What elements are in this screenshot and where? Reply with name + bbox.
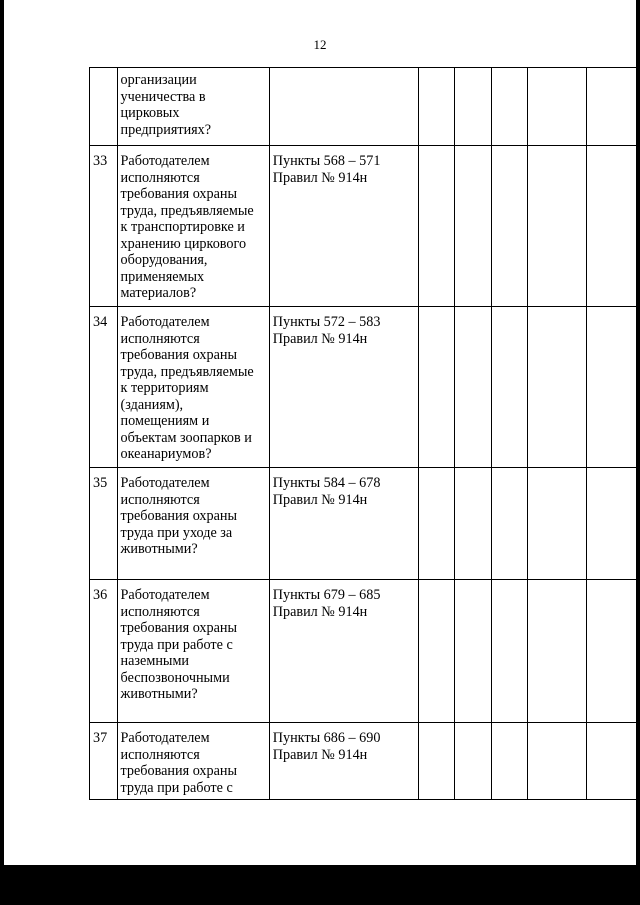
table-row <box>90 723 640 800</box>
question-line: к транспортировке и <box>120 219 245 235</box>
question-line: требования охраны <box>120 508 238 524</box>
answer-cell-yes[interactable] <box>418 723 454 800</box>
question-line: животными? <box>120 541 198 557</box>
question-line: требования охраны <box>120 763 238 779</box>
answer-cell-no[interactable] <box>454 468 491 580</box>
reference-cell <box>269 723 418 800</box>
reference-line: Пункты 568 – 571 <box>272 153 381 169</box>
question-line: животными? <box>120 686 198 702</box>
row-number-cell: 35 <box>90 468 118 580</box>
extra-cell[interactable] <box>586 68 639 146</box>
question-line: беспозвоночными <box>120 669 230 686</box>
question-line: хранению циркового <box>120 235 247 252</box>
reference-line: Правил № 914н <box>272 603 368 620</box>
question-cell <box>117 146 269 307</box>
table-row <box>90 468 640 580</box>
question-line: труда, предъявляемые <box>120 202 254 219</box>
extra-cell[interactable] <box>586 307 639 468</box>
question-line: океанариумов? <box>120 446 212 462</box>
reference-line: Пункты 679 – 685 <box>272 587 381 603</box>
answer-cell-no[interactable] <box>454 580 491 723</box>
question-line: предприятиях? <box>120 121 212 138</box>
notes-cell[interactable] <box>528 307 587 468</box>
notes-cell[interactable] <box>528 580 587 723</box>
reference-line: Правил № 914н <box>272 330 368 347</box>
notes-cell[interactable] <box>528 68 587 146</box>
question-line: исполняются <box>120 491 200 508</box>
extra-cell[interactable] <box>586 146 639 307</box>
row-number-cell: 36 <box>90 580 118 723</box>
question-line: Работодателем <box>120 587 210 603</box>
reference-cell <box>269 468 418 580</box>
reference-cell <box>269 580 418 723</box>
question-line: организации <box>120 72 197 88</box>
row-number-cell: 34 <box>90 307 118 468</box>
notes-cell[interactable] <box>528 146 587 307</box>
table-row <box>90 146 640 307</box>
answer-cell-yes[interactable] <box>418 146 454 307</box>
answer-cell-yes[interactable] <box>418 307 454 468</box>
question-line: применяемых <box>120 268 205 285</box>
question-line: требования охраны <box>120 620 238 636</box>
question-line: Работодателем <box>120 730 210 746</box>
reference-cell <box>269 68 418 146</box>
question-cell <box>117 580 269 723</box>
question-cell <box>117 468 269 580</box>
notes-cell[interactable] <box>528 468 587 580</box>
reference-line: Правил № 914н <box>272 491 368 508</box>
question-line: оборудования, <box>120 252 208 268</box>
answer-cell-no[interactable] <box>454 68 491 146</box>
table-row <box>90 307 640 468</box>
question-line: исполняются <box>120 746 200 763</box>
answer-cell-not-applicable[interactable] <box>491 146 527 307</box>
question-line: исполняются <box>120 603 200 620</box>
question-line: (зданиям), <box>120 396 184 413</box>
reference-line: Правил № 914н <box>272 169 368 186</box>
question-line: материалов? <box>120 285 197 301</box>
row-number-cell <box>90 68 118 146</box>
question-cell <box>117 723 269 800</box>
question-line: наземными <box>120 653 190 669</box>
question-line: исполняются <box>120 330 200 347</box>
extra-cell[interactable] <box>586 723 639 800</box>
table-row <box>90 68 640 146</box>
question-line: требования охраны <box>120 186 238 202</box>
question-line: Работодателем <box>120 475 210 491</box>
answer-cell-not-applicable[interactable] <box>491 307 527 468</box>
answer-cell-not-applicable[interactable] <box>491 468 527 580</box>
answer-cell-yes[interactable] <box>418 580 454 723</box>
checklist-table <box>89 67 640 800</box>
extra-cell[interactable] <box>586 580 639 723</box>
answer-cell-yes[interactable] <box>418 68 454 146</box>
row-number-cell: 33 <box>90 146 118 307</box>
question-cell <box>117 68 269 146</box>
question-line: труда при работе с <box>120 779 233 796</box>
reference-cell <box>269 307 418 468</box>
reference-line: Пункты 686 – 690 <box>272 730 381 746</box>
answer-cell-not-applicable[interactable] <box>491 723 527 800</box>
question-line: Работодателем <box>120 314 210 330</box>
extra-cell[interactable] <box>586 468 639 580</box>
reference-line: Пункты 584 – 678 <box>272 475 381 491</box>
answer-cell-not-applicable[interactable] <box>491 68 527 146</box>
answer-cell-not-applicable[interactable] <box>491 580 527 723</box>
answer-cell-yes[interactable] <box>418 468 454 580</box>
reference-line: Пункты 572 – 583 <box>272 314 381 330</box>
question-cell <box>117 307 269 468</box>
question-line: требования охраны <box>120 347 238 363</box>
question-line: труда при уходе за <box>120 524 233 541</box>
reference-cell <box>269 146 418 307</box>
question-line: объектам зоопарков и <box>120 429 252 446</box>
question-line: труда при работе с <box>120 636 233 653</box>
answer-cell-no[interactable] <box>454 723 491 800</box>
question-line: к территориям <box>120 380 209 396</box>
reference-line: Правил № 914н <box>272 746 368 763</box>
question-line: помещениям и <box>120 413 210 429</box>
table-row <box>90 580 640 723</box>
question-line: Работодателем <box>120 153 210 169</box>
question-line: цирковых <box>120 105 180 121</box>
page-number: 12 <box>313 37 327 52</box>
question-line: исполняются <box>120 169 200 186</box>
question-line: ученичества в <box>120 88 206 105</box>
answer-cell-no[interactable] <box>454 146 491 307</box>
question-line: труда, предъявляемые <box>120 363 254 380</box>
notes-cell[interactable] <box>528 723 587 800</box>
row-number-cell: 37 <box>90 723 118 800</box>
answer-cell-no[interactable] <box>454 307 491 468</box>
